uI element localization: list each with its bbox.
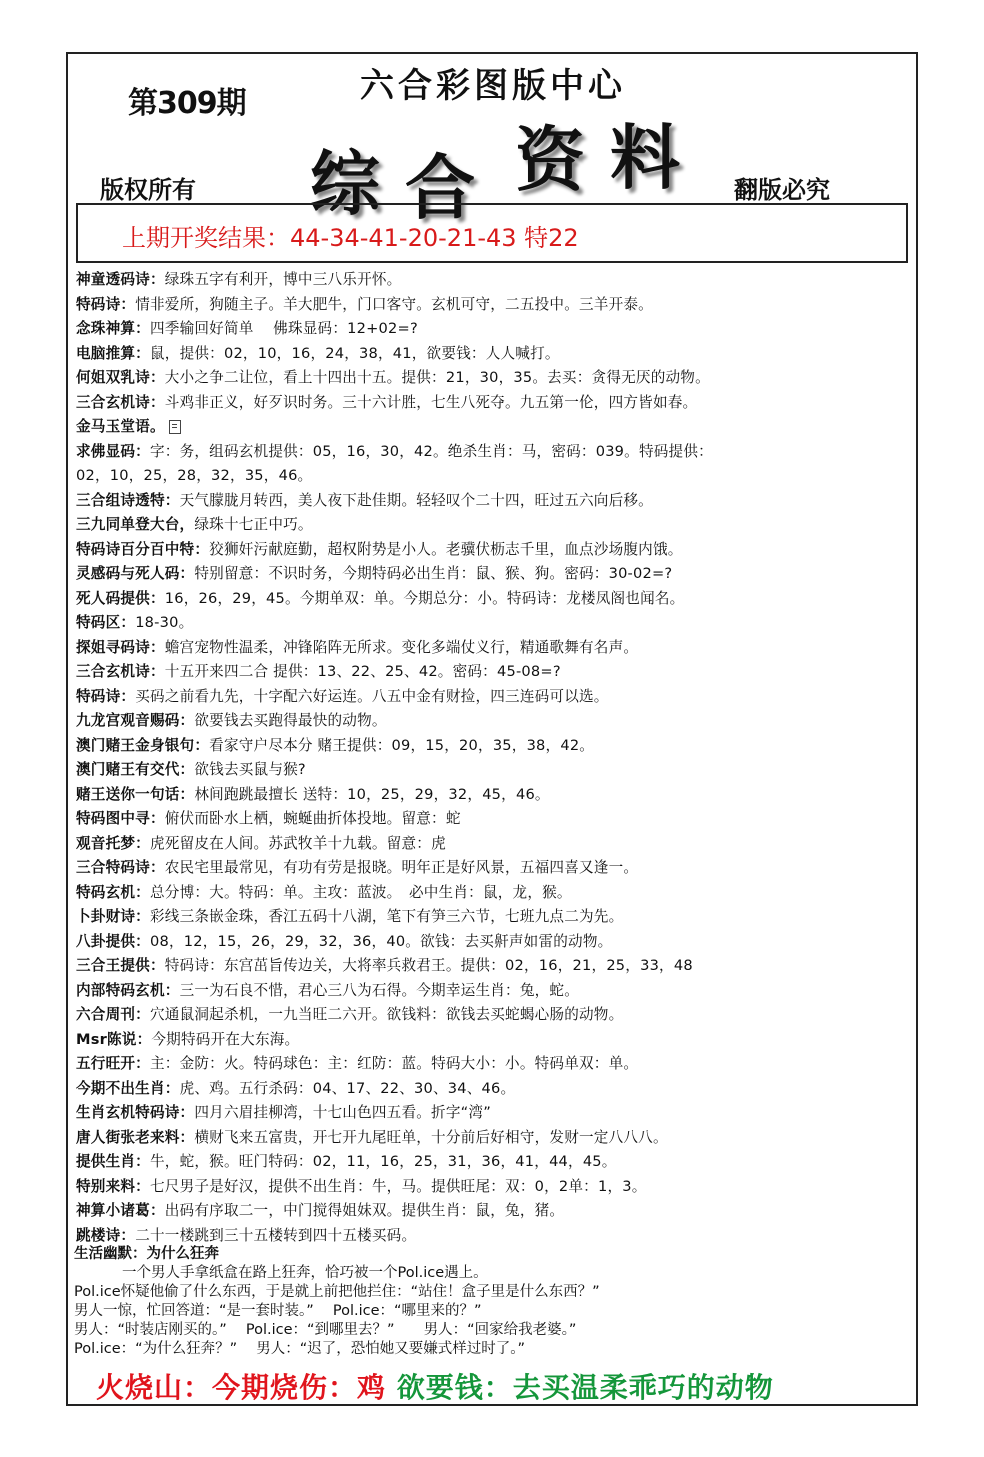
line-text: 三一为石良不惜，君心三八为石得。今期幸运生肖：兔，蛇。 bbox=[179, 981, 579, 999]
line-label: 探姐寻码诗： bbox=[76, 638, 165, 656]
line-text: 农民宅里最常见，有功有劳是报晓。明年正是好风景，五福四喜又逢一。 bbox=[164, 859, 639, 876]
story-line: 男人一惊，忙回答道：“是一套时装。” Pol.ice：“哪里来的？” bbox=[74, 1303, 482, 1319]
result-box bbox=[76, 203, 908, 263]
line-label: 三九同单登大台， bbox=[76, 516, 195, 533]
content-line bbox=[76, 342, 908, 367]
content-line bbox=[76, 513, 908, 538]
line-label: 特码玄机： bbox=[76, 883, 150, 901]
line-text: 天气朦胧月转西，美人夜下赴佳期。轻轻叹个二十四，旺过五六向后移。 bbox=[179, 491, 653, 509]
line-text: 大小之争二让位，看上十四出十五。提供：21，30，35。去买：贪得无厌的动物。 bbox=[164, 369, 710, 386]
content-line bbox=[76, 391, 908, 416]
copyright-right: 翻版必究 bbox=[734, 175, 830, 204]
line-text: 横财飞来五富贵，开七开九尾旺单，十分前后好相守，发财一定八八八。 bbox=[194, 1128, 668, 1146]
content-line bbox=[76, 954, 908, 979]
line-text: 02，10，25，28，32，35，46。 bbox=[76, 467, 313, 484]
line-text: 二十一楼跳到三十五楼转到四十五楼买码。 bbox=[135, 1226, 417, 1244]
big-title-char-3: 资 bbox=[515, 118, 585, 201]
content-line bbox=[76, 464, 908, 489]
line-label: 跳楼诗： bbox=[76, 1226, 136, 1244]
content-line bbox=[76, 734, 908, 759]
line-label: 五行旺开： bbox=[76, 1055, 150, 1072]
story-line: Pol.ice怀疑他偷了什么东西，于是就上前把他拦住：“站住！盒子里是什么东西？” bbox=[74, 1284, 600, 1300]
line-label: 特码诗百分百中特： bbox=[76, 540, 210, 558]
content-line bbox=[76, 685, 908, 710]
line-label: 神童透码诗： bbox=[76, 271, 165, 288]
big-title-char-1: 综 bbox=[310, 142, 380, 225]
line-label: 灵感码与死人码： bbox=[76, 565, 195, 582]
footer-banner bbox=[96, 1366, 774, 1406]
content-line bbox=[76, 317, 908, 342]
content-line bbox=[76, 440, 908, 465]
note-icon bbox=[169, 420, 181, 434]
center-title: 六合彩图版中心 bbox=[360, 66, 626, 106]
line-text: 买码之前看九先，十字配六好运连。八五中金有财捡，四三连码可以选。 bbox=[135, 687, 609, 705]
line-text: 绿珠十七正中巧。 bbox=[194, 516, 313, 533]
line-label: 三合玄机诗： bbox=[76, 393, 165, 411]
story-line: 一个男人手拿纸盒在路上狂奔，恰巧被一个Pol.ice遇上。 bbox=[122, 1265, 488, 1281]
line-label: 电脑推算： bbox=[76, 344, 150, 362]
story-title: 生活幽默：为什么狂奔 bbox=[74, 1246, 219, 1262]
line-text: 情非爱所，狗随主子。羊大肥牛，门口客守。玄机可守，二五投中。三羊开泰。 bbox=[135, 295, 653, 313]
content-line bbox=[76, 1003, 908, 1028]
line-text: 16，26，29，45。今期单双：单。今期总分：小。特码诗：龙楼凤阁也闻名。 bbox=[164, 589, 685, 607]
content-line bbox=[76, 881, 908, 906]
content-line bbox=[76, 1052, 908, 1077]
line-text: 彩线三条嵌金珠，香江五码十八湖，笔下有笋三六节，七班九点二为先。 bbox=[149, 908, 624, 925]
content-line bbox=[76, 489, 908, 514]
content-line bbox=[76, 709, 908, 734]
content-line bbox=[76, 268, 908, 293]
line-label: 特码图中寻： bbox=[76, 810, 165, 827]
line-label: 卜卦财诗： bbox=[76, 908, 150, 925]
line-text: 四月六眉挂柳湾，十七山色四五看。折字“湾” bbox=[194, 1104, 491, 1121]
content-list bbox=[76, 268, 908, 1248]
content-line bbox=[76, 538, 908, 563]
content-line bbox=[76, 415, 908, 440]
line-text: 今期特码开在大东海。 bbox=[151, 1030, 300, 1048]
line-text: 斗鸡非正义，好歹识时务。三十六计胜，七生八死夺。九五第一伦，四方皆如春。 bbox=[164, 393, 698, 411]
line-label: 三合玄机诗： bbox=[76, 663, 165, 680]
copyright-left: 版权所有 bbox=[100, 175, 196, 204]
line-label: 特码区： bbox=[76, 614, 136, 631]
line-text: 林间跑跳最擅长 送特：10，25，29，32，45，46。 bbox=[194, 785, 550, 803]
content-line bbox=[76, 636, 908, 661]
line-text: 虎、鸡。五行杀码：04、17、22、30、34、46。 bbox=[179, 1079, 516, 1097]
line-label: 求佛显码： bbox=[76, 442, 150, 460]
humor-story bbox=[74, 1245, 914, 1359]
last-result-text: 上期开奖结果：44-34-41-20-21-43 特22 bbox=[122, 224, 579, 252]
content-line bbox=[76, 293, 908, 318]
content-line bbox=[76, 905, 908, 930]
line-text: 特码诗：东宫茁旨传边关，大将率兵救君王。提供：02，16，21，25，33，48 bbox=[164, 957, 693, 974]
line-text: 虎死留皮在人间。苏武牧羊十九载。留意：虎 bbox=[149, 834, 446, 852]
line-text: 蟾宫宠物性温柔，冲锋陷阵无所求。变化多端仗义行，精通歌舞有名声。 bbox=[164, 638, 639, 656]
line-label: 特码诗： bbox=[76, 295, 136, 313]
line-label: 六合周刊： bbox=[76, 1006, 150, 1023]
content-line bbox=[76, 930, 908, 955]
line-label: 八卦提供： bbox=[76, 932, 150, 950]
line-text: 出码有序取二一，中门搅得姐妹双。提供生肖：鼠，兔，猪。 bbox=[164, 1202, 565, 1219]
line-text: 狡狮奸污献庭勤，超权附势是小人。老骥伏枥志千里，血点沙场腹内饿。 bbox=[209, 540, 683, 558]
line-text: 七尺男子是好汉，提供不出生肖：牛，马。提供旺尾：双：0，2单：1，3。 bbox=[149, 1177, 647, 1195]
content-line bbox=[76, 783, 908, 808]
content-line bbox=[76, 832, 908, 857]
line-text: 特别留意：不识时务，今期特码必出生肖：鼠、猴、狗。密码：30-02=? bbox=[194, 565, 673, 582]
content-line bbox=[76, 562, 908, 587]
content-line bbox=[76, 807, 908, 832]
line-label: 观音托梦： bbox=[76, 834, 150, 852]
line-text: 牛，蛇，猴。旺门特码：02，11，16，25，31，36，41，44，45。 bbox=[149, 1153, 617, 1170]
big-title-char-4: 料 bbox=[610, 116, 680, 199]
line-label: 金马玉堂语。 bbox=[76, 418, 165, 435]
content-line bbox=[76, 660, 908, 685]
content-line bbox=[76, 1028, 908, 1053]
line-label: 神算小诸葛： bbox=[76, 1202, 165, 1219]
line-text: 看家守户尽本分 赌王提供：09，15，20，35，38，42。 bbox=[209, 736, 595, 754]
line-label: 唐人街张老来料： bbox=[76, 1128, 195, 1146]
line-text: 字：务，组码玄机提供：05，16，30，42。绝杀生肖：马，密码：039。特码提供： bbox=[149, 442, 713, 460]
content-line bbox=[76, 611, 908, 636]
line-text: 四季输回好简单 佛珠显码：12+02=? bbox=[149, 320, 418, 337]
line-text: 18-30。 bbox=[135, 614, 194, 631]
content-line bbox=[76, 979, 908, 1004]
line-label: Msr陈说： bbox=[76, 1030, 152, 1048]
line-label: 澳门赌王有交代： bbox=[76, 761, 195, 778]
line-label: 内部特码玄机： bbox=[76, 981, 180, 999]
line-label: 提供生肖： bbox=[76, 1153, 150, 1170]
line-label: 死人码提供： bbox=[76, 589, 165, 607]
line-text: 欲要钱去买跑得最快的动物。 bbox=[194, 712, 387, 729]
content-line bbox=[76, 1126, 908, 1151]
line-text: 欲钱去买鼠与猴? bbox=[194, 761, 306, 778]
content-line bbox=[76, 587, 908, 612]
line-label: 特码诗： bbox=[76, 687, 136, 705]
line-label: 九龙宫观音赐码： bbox=[76, 712, 195, 729]
line-text: 十五开来四二合 提供：13、22、25、42。密码：45-08=? bbox=[164, 663, 561, 680]
line-text: 鼠，提供：02，10，16，24，38，41，欲要钱：人人喊打。 bbox=[149, 344, 560, 362]
content-line bbox=[76, 1199, 908, 1224]
line-text: 08，12，15，26，29，32，36，40。欲钱：去买鼾声如雷的动物。 bbox=[149, 932, 613, 950]
story-line: 男人：“时装店刚买的。” Pol.ice：“到哪里去？” 男人：“回家给我老婆。” bbox=[74, 1322, 577, 1338]
content-line bbox=[76, 1175, 908, 1200]
line-text: 主：金防：火。特码球色：主：红防：蓝。特码大小：小。特码单双：单。 bbox=[149, 1055, 639, 1072]
line-label: 念珠神算： bbox=[76, 320, 150, 337]
footer-red-text: 火烧山：今期烧伤：鸡 bbox=[96, 1371, 387, 1404]
content-line bbox=[76, 1101, 908, 1126]
issue-number: 第309期 bbox=[128, 86, 246, 121]
story-line: Pol.ice：“为什么狂奔？” 男人：“迟了，恐怕她又要嫌式样过时了。” bbox=[74, 1341, 526, 1357]
line-text: 绿珠五字有利开，博中三八乐开怀。 bbox=[164, 271, 402, 288]
big-title bbox=[310, 110, 710, 229]
content-line bbox=[76, 758, 908, 783]
line-text: 穴通鼠洞起杀机，一九当旺二六开。欲钱料：欲钱去买蛇蝎心肠的动物。 bbox=[149, 1006, 624, 1023]
line-label: 三合特码诗： bbox=[76, 859, 165, 876]
line-label: 生肖玄机特码诗： bbox=[76, 1104, 195, 1121]
content-line bbox=[76, 1150, 908, 1175]
line-label: 何姐双乳诗： bbox=[76, 369, 165, 386]
line-label: 特别来料： bbox=[76, 1177, 150, 1195]
line-label: 澳门赌王金身银句： bbox=[76, 736, 210, 754]
content-line bbox=[76, 856, 908, 881]
footer-green-text: 欲要钱：去买温柔乖巧的动物 bbox=[386, 1371, 774, 1404]
line-text: 俯伏而卧水上栖，蜿蜒曲折体投地。留意：蛇 bbox=[164, 810, 461, 827]
line-label: 赌王送你一句话： bbox=[76, 785, 195, 803]
content-line bbox=[76, 1077, 908, 1102]
content-line bbox=[76, 366, 908, 391]
big-title-char-2: 合 bbox=[405, 146, 475, 229]
line-label: 三合王提供： bbox=[76, 957, 165, 974]
line-label: 三合组诗透特： bbox=[76, 491, 180, 509]
line-text: 总分博：大。特码：单。主攻：蓝波。 必中生肖：鼠，龙，猴。 bbox=[149, 883, 572, 901]
line-label: 今期不出生肖： bbox=[76, 1079, 180, 1097]
